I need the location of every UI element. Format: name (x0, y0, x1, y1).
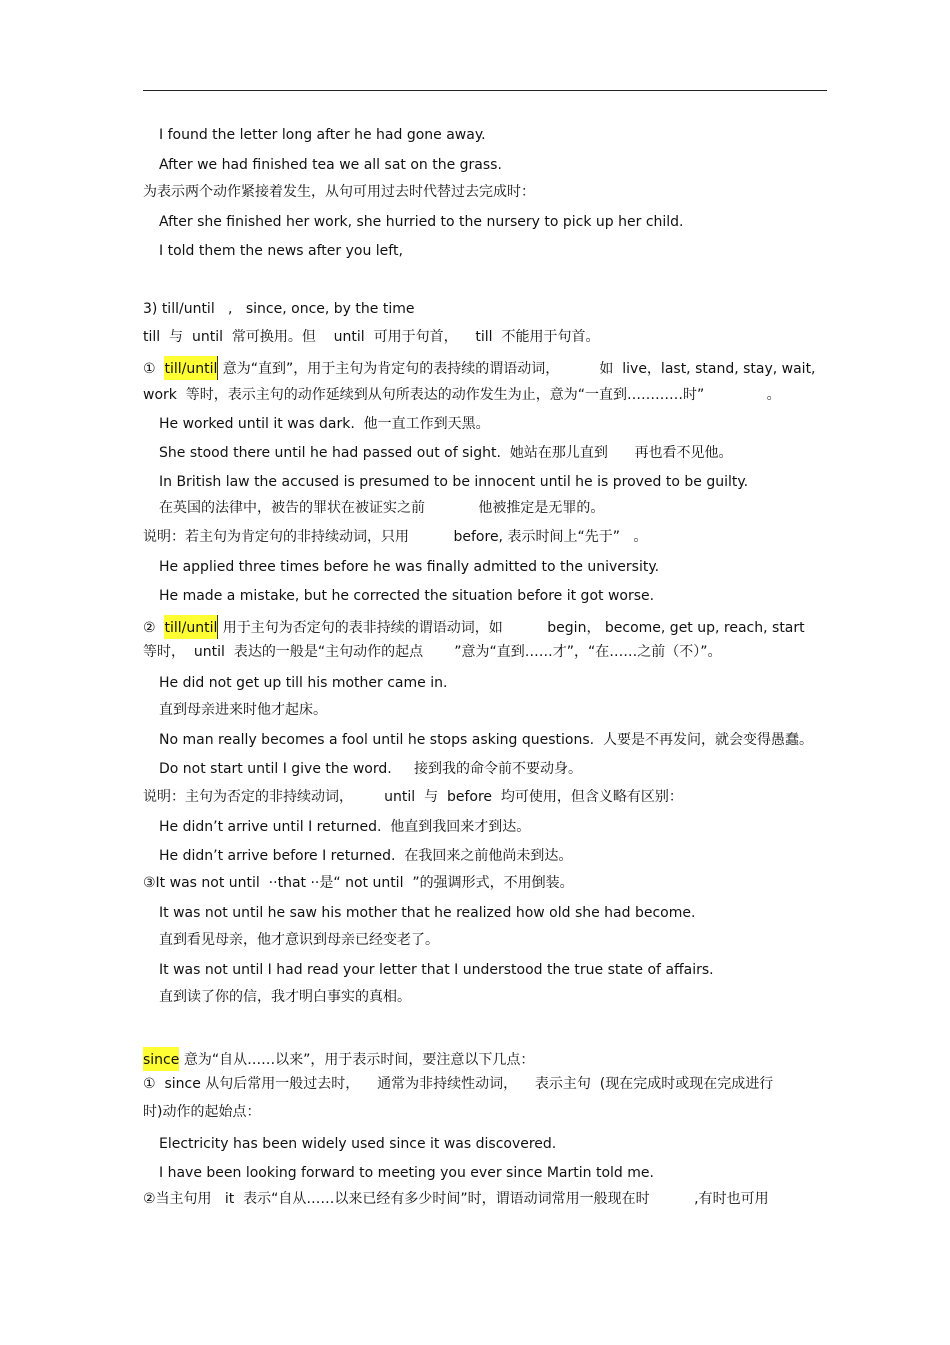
text-line: He applied three times before he was finally admitted to the university. (159, 559, 660, 575)
text-line: ① since 从句后常用一般过去时， 通常为非持续性动词， 表示主句 (现在完成时或现在完成进行 (143, 1076, 774, 1092)
text-segment: 意为“自从……以来”，用于表示时间，要注意以下几点： (179, 1052, 535, 1068)
header-rule (143, 90, 827, 91)
text-line (143, 356, 816, 380)
text-line (143, 615, 805, 639)
text-line: till 与 until 常可换用。但 until 可用于句首， till 不能用于句首。 (143, 329, 600, 345)
text-line: After she finished her work, she hurried to the nursery to pick up her child. (159, 214, 684, 230)
text-line (143, 1047, 534, 1071)
highlighted-term: since (143, 1047, 179, 1071)
text-line: 说明：主句为否定的非持续动词， until 与 before 均可使用，但含义略有区别： (143, 789, 683, 805)
text-line: 时)动作的起始点： (143, 1104, 261, 1120)
text-line: He did not get up till his mother came in. (159, 675, 448, 691)
text-line: ③It was not until ··that ··是“ not until ”的强调形式，不用倒装。 (143, 875, 574, 891)
text-line: 直到看见母亲，他才意识到母亲已经变老了。 (159, 932, 439, 948)
highlighted-term: till/until (164, 356, 218, 380)
list-number: ② (143, 620, 165, 636)
text-line: He didn’t arrive until I returned. 他直到我回来才到达。 (159, 819, 531, 835)
text-line: In British law the accused is presumed to be innocent until he is proved to be guilty. (159, 474, 749, 490)
text-line: No man really becomes a fool until he stops asking questions. 人要是不再发问，就会变得愚蠢。 (159, 732, 813, 748)
text-line: It was not until I had read your letter that I understood the true state of affairs. (159, 962, 714, 978)
text-line: 等时， until 表达的一般是“主句动作的起点 ”意为“直到……才”，“在……之前（不）”。 (143, 644, 722, 660)
text-line: It was not until he saw his mother that he realized how old she had become. (159, 905, 696, 921)
text-line: 直到读了你的信，我才明白事实的真相。 (159, 989, 411, 1005)
text-segment: 意为“直到”，用于主句为肯定句的表持续的谓语动词， 如 live，last, stand, stay, wait, (218, 361, 816, 377)
section-heading: 3) till/until , since, once, by the time (143, 301, 415, 317)
text-line: He made a mistake, but he corrected the situation before it got worse. (159, 588, 655, 604)
text-line: He worked until it was dark. 他一直工作到天黑。 (159, 416, 490, 432)
text-line: She stood there until he had passed out of sight. 她站在那儿直到 再也看不见他。 (159, 445, 733, 461)
text-line: 在英国的法律中，被告的罪状在被证实之前 他被推定是无罪的。 (159, 500, 605, 516)
text-line: Do not start until I give the word. 接到我的命令前不要动身。 (159, 761, 582, 777)
text-line: 为表示两个动作紧接着发生，从句可用过去时代替过去完成时： (143, 184, 535, 200)
text-line: I found the letter long after he had gone away. (159, 127, 486, 143)
text-line: 直到母亲进来时他才起床。 (159, 702, 327, 718)
text-segment: 用于主句为否定句的表非持续的谓语动词，如 begin， become, get up, reach, start (218, 620, 805, 636)
highlighted-term: till/until (164, 615, 218, 639)
text-line: 说明：若主句为肯定句的非持续动词，只用 before, 表示时间上“先于” 。 (143, 529, 648, 545)
text-line: work 等时，表示主句的动作延续到从句所表达的动作发生为止，意为“一直到…………时” 。 (143, 387, 781, 403)
list-number: ① (143, 361, 165, 377)
text-line: ②当主句用 it 表示“自从……以来已经有多少时间”时，谓语动词常用一般现在时 ,有时也可用 (143, 1191, 769, 1207)
text-line: I told them the news after you left, (159, 243, 403, 259)
text-line: He didn’t arrive before I returned. 在我回来之前他尚未到达。 (159, 848, 573, 864)
text-line: Electricity has been widely used since it was discovered. (159, 1136, 557, 1152)
text-line: I have been looking forward to meeting you ever since Martin told me. (159, 1165, 654, 1181)
text-line: After we had finished tea we all sat on the grass. (159, 157, 502, 173)
